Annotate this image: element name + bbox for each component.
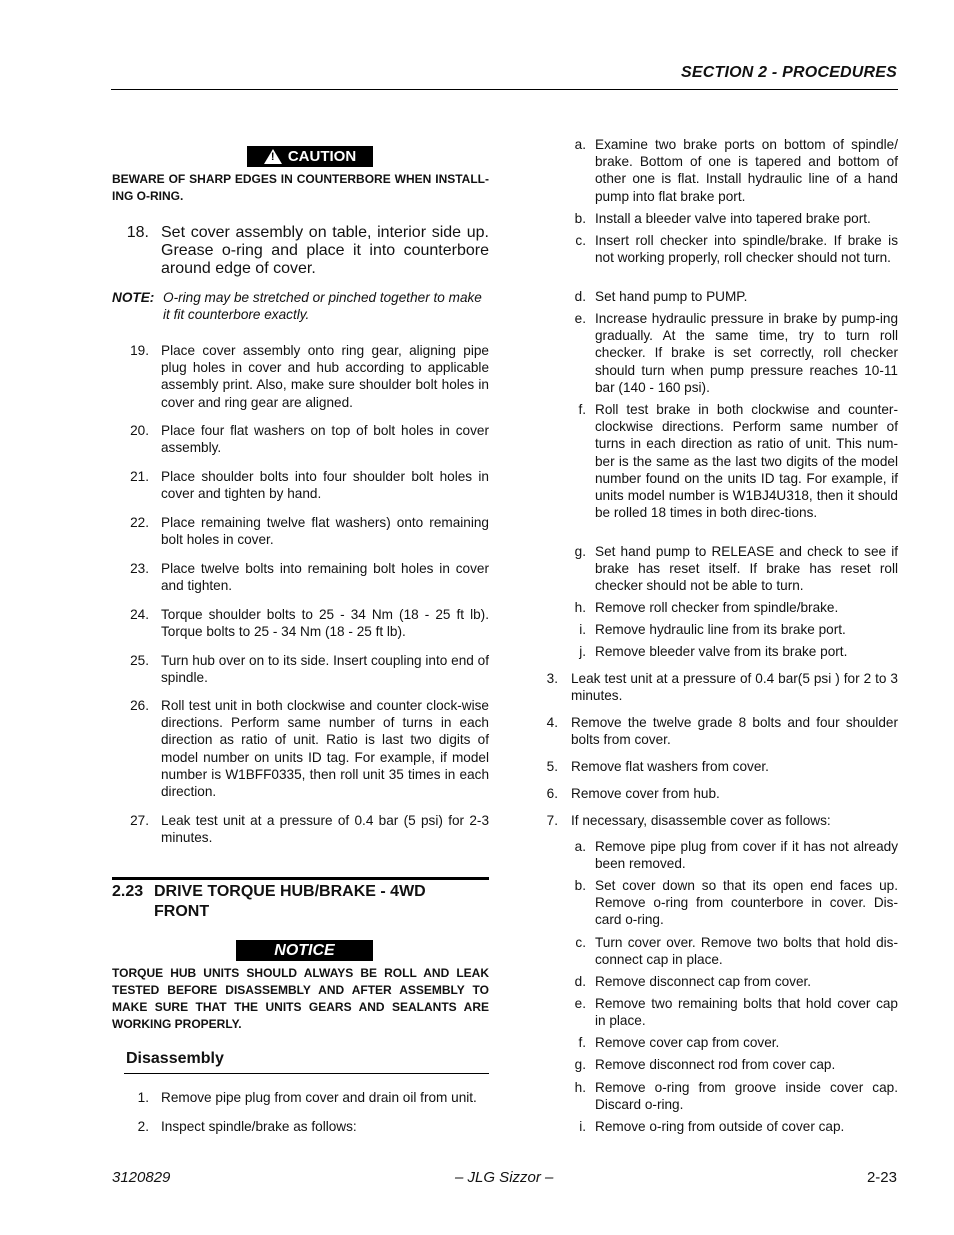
list-item	[560, 877, 898, 929]
item-text: Examine two brake ports on bottom of spindle/ brake. Bottom of one is tapered and bottom of other one is flat. Install hydraulic line of a hand pump into flat brake port.	[595, 137, 898, 204]
item-number: 1.	[137, 1090, 149, 1105]
caution-banner	[247, 146, 373, 167]
item-text: Remove hydraulic line from its brake port.	[595, 622, 846, 637]
item-text: Turn hub over on to its side. Insert coupling into end of spindle.	[161, 653, 489, 686]
section-heading	[112, 882, 454, 922]
item-number: b.	[574, 211, 586, 226]
item-number: d.	[574, 974, 586, 989]
list-item	[112, 514, 489, 548]
item-text: Remove o-ring from outside of cover cap.	[595, 1119, 845, 1134]
list-item	[560, 643, 898, 660]
item-number: 25.	[130, 653, 149, 668]
list-item	[112, 606, 489, 640]
list-item	[560, 934, 898, 968]
item-number: a.	[574, 137, 586, 152]
step-text: Set cover assembly on table, interior side up. Grease o-ring and place it into counterbore around edge of cover.	[161, 224, 489, 277]
list-item	[112, 422, 489, 456]
caution-text: BEWARE OF SHARP EDGES IN COUNTERBORE WHEN INSTALL-ING O-RING.	[112, 172, 489, 203]
list-item	[544, 812, 898, 829]
item-text: Remove cover from hub.	[571, 786, 720, 801]
header-divider	[111, 89, 898, 90]
item-number: f.	[578, 402, 586, 417]
item-text: Remove pipe plug from cover and drain oil from unit.	[161, 1090, 477, 1105]
item-number: b.	[574, 878, 586, 893]
item-number: 24.	[130, 607, 149, 622]
list-item	[560, 288, 898, 305]
item-text: If necessary, disassemble cover as follows:	[571, 813, 831, 828]
item-text: Remove the twelve grade 8 bolts and four shoulder bolts from cover.	[571, 715, 898, 748]
warning-triangle-icon	[264, 149, 282, 164]
item-text: Remove roll checker from spindle/brake.	[595, 600, 839, 615]
item-number: 27.	[130, 813, 149, 828]
item-text: Remove disconnect rod from cover cap.	[595, 1057, 836, 1072]
item-number: j.	[579, 644, 586, 659]
note-label: NOTE:	[112, 290, 155, 305]
list-item	[560, 1056, 898, 1073]
list-item	[560, 401, 898, 521]
item-text: Remove cover cap from cover.	[595, 1035, 780, 1050]
item-number: 3.	[546, 671, 558, 686]
item-text: Place shoulder bolts into four shoulder bolt holes in cover and tighten by hand.	[161, 469, 489, 502]
item-number: i.	[579, 1119, 586, 1134]
item-number: a.	[574, 839, 586, 854]
item-number: f.	[578, 1035, 586, 1050]
item-text: Place twelve bolts into remaining bolt holes in cover and tighten.	[161, 561, 489, 594]
list-item	[112, 652, 489, 686]
item-number: g.	[574, 544, 586, 559]
list-item	[112, 1089, 489, 1106]
list-item	[560, 232, 898, 266]
list-item	[560, 310, 898, 396]
list-item	[560, 995, 898, 1029]
list-item	[112, 812, 489, 846]
item-text: Remove pipe plug from cover if it has not already been removed.	[595, 839, 898, 872]
item-text: Torque shoulder bolts to 25 - 34 Nm (18 - 25 ft lb). Torque bolts to 25 - 34 Nm (18 - 25 ft lb).	[161, 607, 489, 640]
item-text: Roll test brake in both clockwise and counter-clockwise directions. Perform same number of turns in each direction as ratio of unit. This num-ber is the same as the last two digits of the model number found on the units ID tag. For example, if units model number is W1BJ4U318, then it should be rolled 18 times in both direc-tions.	[595, 402, 898, 521]
item-number: e.	[574, 311, 586, 326]
item-text: Remove flat washers from cover.	[571, 759, 769, 774]
list-item	[560, 210, 898, 227]
list-item	[560, 621, 898, 638]
list-item	[112, 697, 489, 800]
list-item	[560, 543, 898, 595]
item-text: Install a bleeder valve into tapered brake port.	[595, 211, 871, 226]
item-number: 21.	[130, 469, 149, 484]
item-number: h.	[574, 600, 586, 615]
item-text: Remove o-ring from groove inside cover cap. Discard o-ring.	[595, 1080, 898, 1113]
item-text: Increase hydraulic pressure in brake by pump-ing gradually. At the same time, try to turn roll checker. If brake is set correctly, roll checker should turn when pump pressure reaches 10-11 bar (140 - 160 psi).	[595, 311, 898, 395]
list-item	[112, 342, 489, 411]
item-text: Remove disconnect cap from cover.	[595, 974, 812, 989]
section-title: DRIVE TORQUE HUB/BRAKE - 4WD FRONT	[154, 883, 426, 920]
item-number: 6.	[546, 786, 558, 801]
list-item	[560, 136, 898, 205]
item-number: c.	[575, 233, 586, 248]
step-18	[112, 224, 489, 278]
section-header: SECTION 2 - PROCEDURES	[681, 64, 897, 81]
note-text: O-ring may be stretched or pinched together to make it fit counterbore exactly.	[163, 290, 482, 323]
notice-banner	[236, 940, 373, 961]
footer-page-number: 2-23	[866, 1169, 897, 1186]
list-item	[544, 785, 898, 802]
step-number: 18.	[126, 224, 149, 241]
item-number: d.	[574, 289, 586, 304]
footer-center: – JLG Sizzor –	[455, 1169, 554, 1186]
item-text: Set cover down so that its open end faces up. Remove o-ring from counterbore in cover. Dis-card o-ring.	[595, 878, 898, 928]
item-text: Leak test unit at a pressure of 0.4 bar (5 psi) for 2-3 minutes.	[161, 813, 489, 846]
item-text: Set hand pump to RELEASE and check to see if brake has reset itself. If brake has reset roll checker should not be able to turn.	[595, 544, 898, 594]
notice-label: NOTICE	[274, 941, 335, 959]
notice-text: TORQUE HUB UNITS SHOULD ALWAYS BE ROLL AND LEAK TESTED BEFORE DISASSEMBLY AND AFTER ASSEMBLY TO MAKE SURE THAT THE UNITS GEARS AND SEALANTS ARE WORKING PROPERLY.	[112, 966, 489, 1031]
subsection-divider	[124, 1073, 489, 1074]
list-item	[560, 838, 898, 872]
list-item	[112, 560, 489, 594]
item-number: e.	[574, 996, 586, 1011]
list-item	[112, 468, 489, 502]
list-item	[560, 1079, 898, 1113]
item-number: 2.	[137, 1119, 149, 1134]
list-item	[560, 1034, 898, 1051]
subsection-title: Disassembly	[126, 1050, 224, 1067]
item-number: 23.	[130, 561, 149, 576]
list-item	[544, 670, 898, 704]
item-text: Remove two remaining bolts that hold cover cap in place.	[595, 996, 898, 1029]
item-number: 4.	[546, 715, 558, 730]
list-item	[560, 1118, 898, 1135]
item-text: Place cover assembly onto ring gear, aligning pipe plug holes in cover and hub according to applicable assembly print. Also, make sure shoulder bolt holes in cover and ring gear are aligned.	[161, 343, 489, 410]
item-number: 22.	[130, 515, 149, 530]
section-divider	[112, 877, 489, 880]
footer-doc-number: 3120829	[112, 1169, 171, 1186]
item-text: Turn cover over. Remove two bolts that hold dis-connect cap in place.	[595, 935, 898, 968]
item-number: 7.	[546, 813, 558, 828]
list-item	[544, 714, 898, 748]
item-text: Place four flat washers on top of bolt holes in cover assembly.	[161, 423, 489, 456]
caution-label: CAUTION	[287, 148, 357, 165]
item-number: 19.	[130, 343, 149, 358]
item-text: Set hand pump to PUMP.	[595, 289, 748, 304]
list-item	[112, 1118, 489, 1135]
item-text: Place remaining twelve flat washers) onto remaining bolt holes in cover.	[161, 515, 489, 548]
item-number: h.	[574, 1080, 586, 1095]
item-text: Insert roll checker into spindle/brake. If brake is not working properly, roll checker should not turn.	[595, 233, 898, 266]
item-number: 20.	[130, 423, 149, 438]
item-text: Remove bleeder valve from its brake port.	[595, 644, 848, 659]
note	[112, 289, 489, 323]
item-text: Inspect spindle/brake as follows:	[161, 1119, 357, 1134]
section-number: 2.23	[112, 883, 144, 900]
item-text: Roll test unit in both clockwise and counter clock-wise directions. Perform same number of turns in each direction as ratio of unit. Ratio is last two digits of model number on units ID tag. For example, if model number is W1BFF0335, then roll unit 35 times in each direction.	[161, 698, 489, 800]
list-item	[544, 758, 898, 775]
item-number: c.	[575, 935, 586, 950]
item-number: 26.	[130, 698, 149, 713]
item-number: i.	[579, 622, 586, 637]
item-number: 5.	[546, 759, 558, 774]
item-text: Leak test unit at a pressure of 0.4 bar(5 psi ) for 2 to 3 minutes.	[571, 671, 898, 704]
list-item	[560, 599, 898, 616]
item-number: g.	[574, 1057, 586, 1072]
list-item	[560, 973, 898, 990]
